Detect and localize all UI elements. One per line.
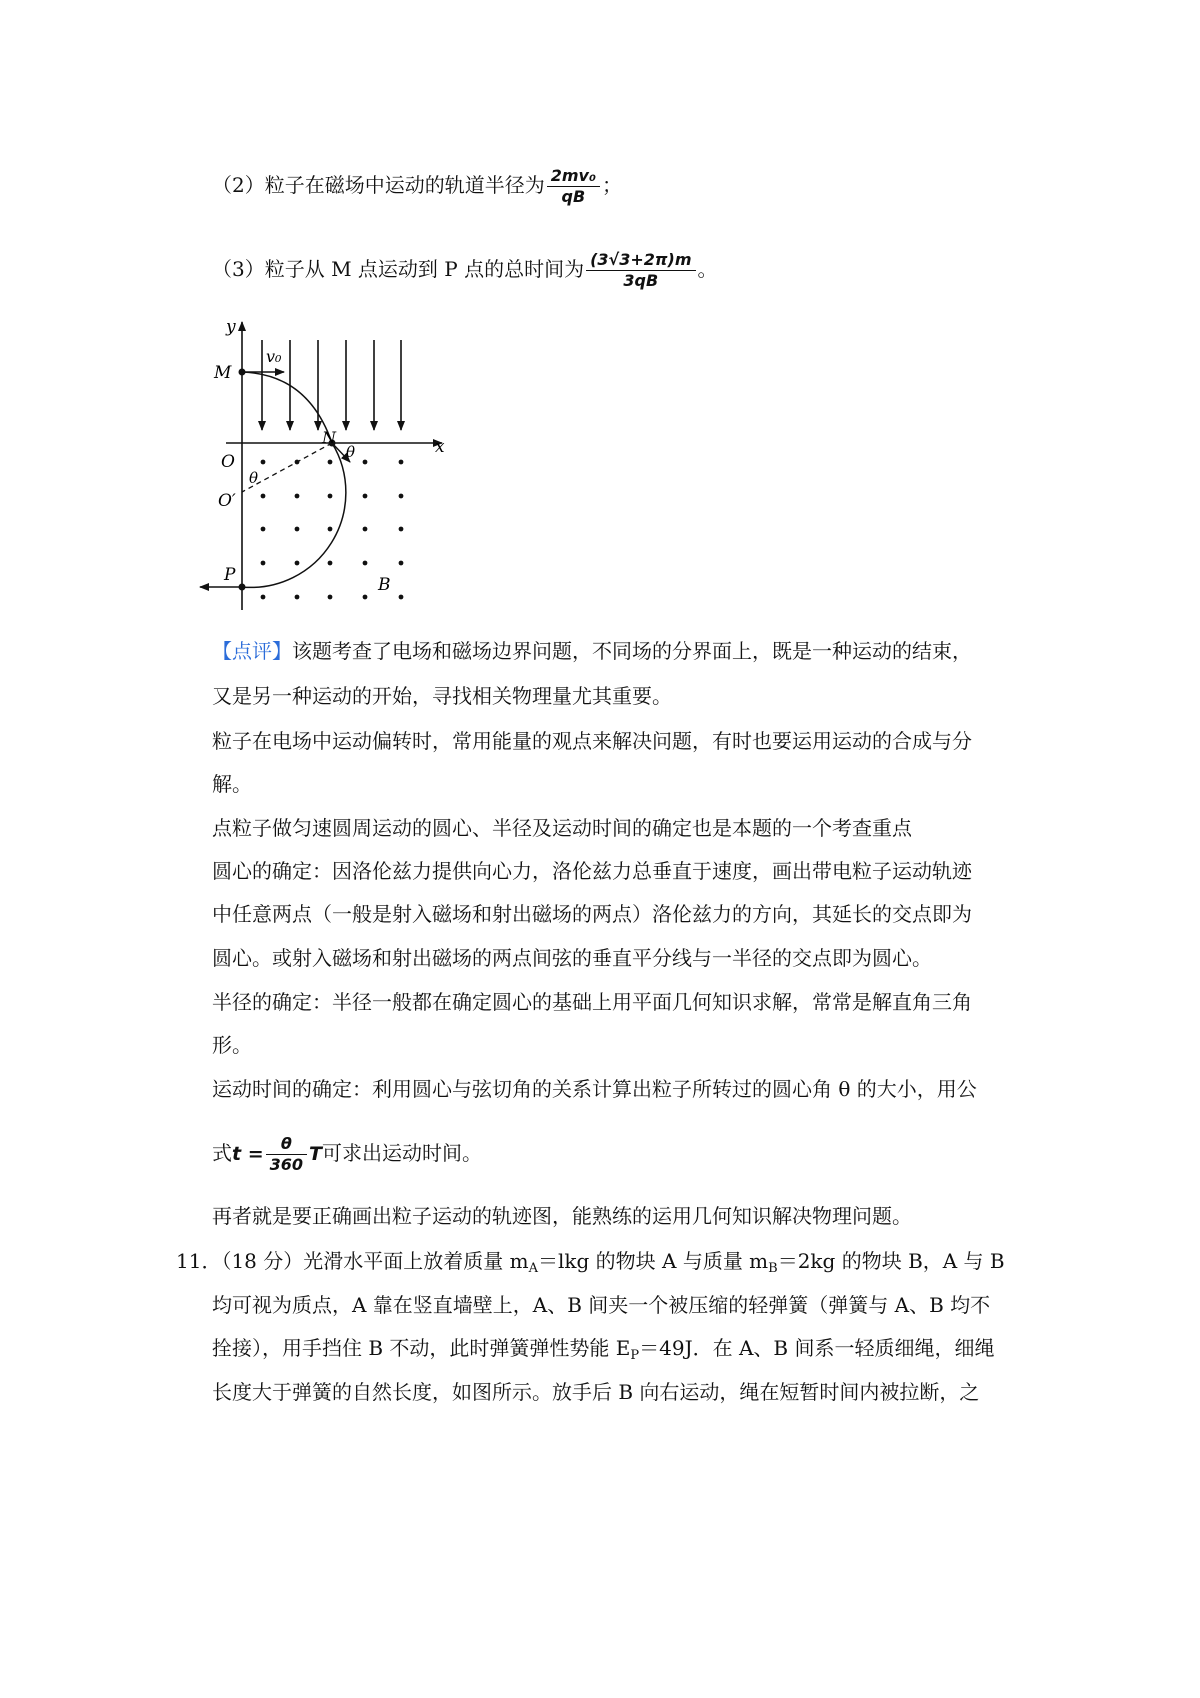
comment-line-7: 中任意两点（一般是射入磁场和射出磁场的两点）洛伦兹力的方向，其延长的交点即为 (212, 902, 972, 926)
time-fraction-denominator: 360 (269, 1155, 304, 1174)
label-theta-n: θ (346, 443, 356, 461)
q11-text-1b: ＝lkg 的物块 A 与质量 m (537, 1249, 769, 1273)
comment-line-9: 半径的确定：半径一般都在确定圆心的基础上用平面几何知识求解，常常是解直角三角 (212, 990, 972, 1014)
formula-period: T (309, 1143, 322, 1165)
formula-prefix: 式 (212, 1141, 232, 1165)
comment-line-13: 再者就是要正确画出粒子运动的轨迹图，能熟练的运用几何知识解决物理问题。 (212, 1204, 912, 1228)
question-number: 11． (176, 1249, 222, 1273)
comment-badge: 【点评】 (212, 639, 292, 663)
question-11-line-4: 长度大于弹簧的自然长度，如图所示。放手后 B 向右运动，绳在短暂时间内被拉断，之 (212, 1380, 980, 1404)
q11-text-3b: ＝49J．在 A、B 间系一轻质细绳，细绳 (639, 1336, 995, 1360)
q11-sub-a: A (528, 1261, 538, 1276)
formula-suffix: 可求出运动时间。 (322, 1141, 482, 1165)
answer-part-2-text: （2）粒子在磁场中运动的轨道半径为 (212, 173, 545, 197)
electric-field-arrows (262, 340, 401, 430)
comment-line-3: 粒子在电场中运动偏转时，常用能量的观点来解决问题，有时也要运用运动的合成与分 (212, 729, 972, 753)
label-b: B (378, 575, 391, 595)
question-11-line-1 (176, 1247, 1005, 1276)
answer-part-2-end: ； (601, 173, 622, 197)
comment-line-6: 圆心的确定：因洛伦兹力提供向心力，洛伦兹力总垂直于速度，画出带电粒子运动轨迹 (212, 859, 972, 883)
comment-line-11: 运动时间的确定：利用圆心与弦切角的关系计算出粒子所转过的圆心角 θ 的大小，用公 (212, 1077, 977, 1101)
radius-formula-denominator: qB (561, 187, 586, 206)
answer-part-3-text: （3）粒子从 M 点运动到 P 点的总时间为 (212, 257, 585, 281)
trajectory-figure (190, 310, 460, 620)
answer-part-3 (212, 250, 718, 291)
time-formula-denominator: 3qB (623, 271, 659, 290)
q11-text-1c: ＝2kg 的物块 B，A 与 B (777, 1249, 1005, 1273)
q11-sub-b: B (768, 1261, 778, 1276)
label-o-prime: O′ (218, 491, 236, 511)
comment-line-5: 点粒子做匀速圆周运动的圆心、半径及运动时间的确定也是本题的一个考查重点 (212, 816, 912, 840)
label-y: y (226, 317, 236, 337)
time-fraction (266, 1134, 307, 1175)
comment-line-2: 又是另一种运动的开始，寻找相关物理量尤其重要。 (212, 684, 672, 708)
comment-line-1 (212, 637, 972, 665)
comment-line-12 (212, 1134, 482, 1175)
answer-part-2 (212, 166, 622, 207)
question-11-line-2: 均可视为质点，A 靠在竖直墙壁上，A、B 间夹一个被压缩的轻弹簧（弹簧与 A、B 均不 (212, 1293, 991, 1317)
comment-line-10: 形。 (212, 1033, 252, 1057)
time-formula-numerator: (3√3+2π)m (586, 250, 695, 271)
label-x: x (435, 437, 445, 457)
q11-text-1a: （18 分）光滑水平面上放着质量 m (221, 1249, 529, 1273)
label-n: N (322, 428, 336, 447)
comment-text-1: 该题考查了电场和磁场边界问题，不同场的分界面上，既是一种运动的结束， (292, 639, 972, 663)
label-theta-o: θ (249, 469, 259, 487)
label-v0: v₀ (266, 347, 282, 366)
label-p: P (224, 565, 236, 585)
magnetic-field-trajectory (242, 443, 346, 587)
radius-formula-numerator: 2mv₀ (547, 166, 600, 187)
formula-lhs: t = (232, 1143, 264, 1165)
comment-line-8: 圆心。或射入磁场和射出磁场的两点间弦的垂直平分线与一半径的交点即为圆心。 (212, 946, 932, 970)
q11-text-3a: 拴接），用手挡住 B 不动，此时弹簧弹性势能 E (212, 1336, 631, 1360)
time-fraction-numerator: θ (266, 1134, 307, 1155)
label-m: M (214, 363, 232, 383)
time-formula (586, 250, 695, 291)
radius-formula (547, 166, 600, 207)
comment-line-4: 解。 (212, 772, 252, 796)
answer-part-3-end: 。 (697, 257, 718, 281)
label-o: O (221, 452, 235, 472)
question-11-line-3 (212, 1334, 994, 1362)
q11-sub-p: P (630, 1348, 640, 1363)
